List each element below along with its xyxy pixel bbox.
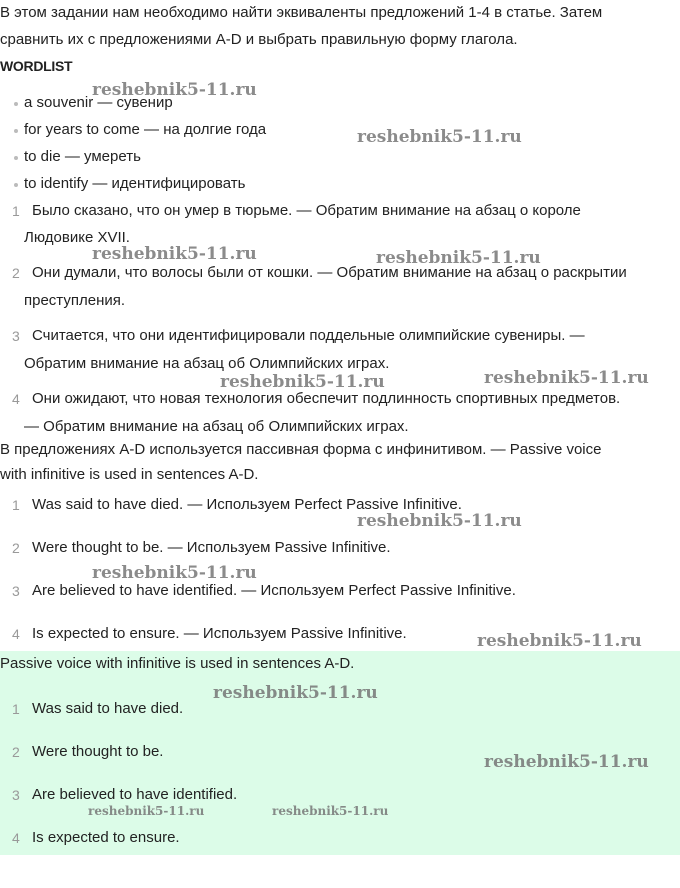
- wordlist-heading: WORDLIST: [0, 58, 73, 74]
- bullet-icon: [14, 183, 18, 187]
- item-number: 2: [12, 265, 20, 281]
- watermark: reshebnik5-11.ru: [92, 244, 257, 264]
- item-number: 4: [12, 830, 20, 846]
- intro-text: В этом задании нам необходимо найти эквиваленты предложений 1-4 в статье. Затем: [0, 4, 603, 21]
- list-item-continued: — Обратим внимание на абзац об Олимпийских играх.: [24, 418, 409, 435]
- answer-item: Was said to have died.: [32, 700, 184, 717]
- summary-text: В предложениях A-D используется пассивная форма с инфинитивом. — Passive voice: [0, 441, 602, 458]
- item-number: 4: [12, 391, 20, 407]
- answer-item: Are believed to have identified.: [32, 786, 238, 803]
- watermark: reshebnik5-11.ru: [357, 127, 522, 147]
- list-item: Was said to have died. — Используем Perfect Passive Infinitive.: [32, 496, 462, 513]
- item-number: 3: [12, 583, 20, 599]
- item-number: 1: [12, 203, 20, 219]
- item-number: 3: [12, 328, 20, 344]
- bullet-icon: [14, 129, 18, 133]
- watermark: reshebnik5-11.ru: [88, 804, 205, 818]
- wordlist-item: a souvenir — сувенир: [24, 94, 173, 111]
- item-number: 2: [12, 540, 20, 556]
- list-item-continued: Обратим внимание на абзац об Олимпийских играх.: [24, 355, 390, 372]
- watermark: reshebnik5-11.ru: [357, 511, 522, 531]
- list-item: Считается, что они идентифицировали поддельные олимпийские сувениры. —: [32, 327, 585, 344]
- wordlist-item: for years to come — на долгие года: [24, 121, 267, 138]
- wordlist-item: to identify — идентифицировать: [24, 175, 246, 192]
- answer-title: Passive voice with infinitive is used in sentences A-D.: [0, 655, 355, 672]
- list-item: Are believed to have identified. — Используем Perfect Passive Infinitive.: [32, 582, 516, 599]
- watermark: reshebnik5-11.ru: [213, 683, 378, 703]
- bullet-icon: [14, 156, 18, 160]
- intro-text: сравнить их с предложениями A-D и выбрать правильную форму глагола.: [0, 31, 518, 48]
- watermark: reshebnik5-11.ru: [484, 752, 649, 772]
- list-item: Were thought to be. — Используем Passive Infinitive.: [32, 539, 391, 556]
- item-number: 2: [12, 744, 20, 760]
- answer-item: Is expected to ensure.: [32, 829, 180, 846]
- wordlist-item: to die — умереть: [24, 148, 141, 165]
- watermark: reshebnik5-11.ru: [92, 563, 257, 583]
- item-number: 3: [12, 787, 20, 803]
- watermark: reshebnik5-11.ru: [272, 804, 389, 818]
- list-item: Было сказано, что он умер в тюрьме. — Обратим внимание на абзац о короле: [32, 202, 581, 219]
- watermark: reshebnik5-11.ru: [220, 372, 385, 392]
- item-number: 1: [12, 701, 20, 717]
- watermark: reshebnik5-11.ru: [92, 80, 257, 100]
- list-item: Они ожидают, что новая технология обеспечит подлинность спортивных предметов.: [32, 390, 621, 407]
- bullet-icon: [14, 102, 18, 106]
- watermark: reshebnik5-11.ru: [484, 368, 649, 388]
- list-item: Они думали, что волосы были от кошки. — Обратим внимание на абзац о раскрытии: [32, 264, 627, 281]
- watermark: reshebnik5-11.ru: [477, 631, 642, 651]
- summary-text: with infinitive is used in sentences A-D.: [0, 466, 259, 483]
- list-item-continued: Людовике XVII.: [24, 229, 130, 246]
- item-number: 4: [12, 626, 20, 642]
- watermark: reshebnik5-11.ru: [376, 248, 541, 268]
- item-number: 1: [12, 497, 20, 513]
- list-item: Is expected to ensure. — Используем Passive Infinitive.: [32, 625, 407, 642]
- answer-item: Were thought to be.: [32, 743, 164, 760]
- list-item-continued: преступления.: [24, 292, 126, 309]
